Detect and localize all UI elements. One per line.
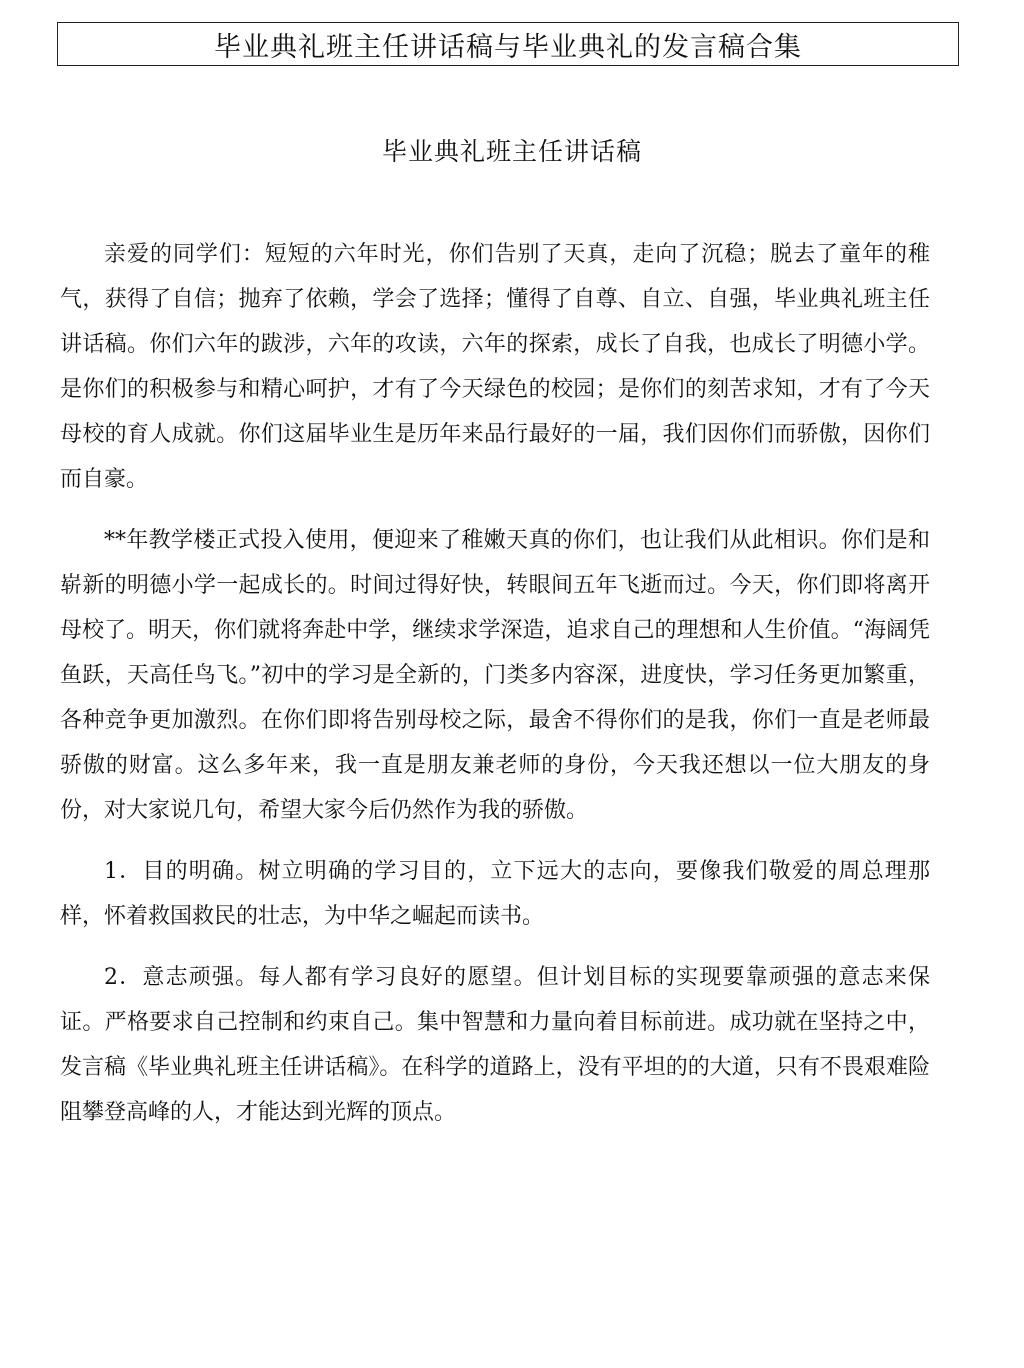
paragraph-point-1: 1．目的明确。树立明确的学习目的，立下远大的志向，要像我们敬爱的周总理那样，怀着救国救民的壮志，为中华之崛起而读书。 — [60, 859, 930, 929]
body-text — [60, 232, 930, 1151]
paragraph-history: **年教学楼正式投入使用，便迎来了稚嫩天真的你们，也让我们从此相识。你们是和崭新的明德小学一起成长的。时间过得好快，转眼间五年飞逝而过。今天，你们即将离开母校了。明天，你们就将奔赴中学，继续求学深造，追求自己的理想和人生价值。“海阔凭鱼跃，天高任鸟飞。”初中的学习是全新的，门类多内容深，进度快，学习任务更加繁重，各种竞争更加激烈。在你们即将告别母校之际，最舍不得你们的是我，你们一直是老师最骄傲的财富。这么多年来，我一直是朋友兼老师的身份，今天我还想以一位大朋友的身份，对大家说几句，希望大家今后仍然作为我的骄傲。 — [60, 528, 930, 823]
section-heading: 毕业典礼班主任讲话稿 — [381, 137, 642, 166]
document-title: 毕业典礼班主任讲话稿与毕业典礼的发言稿合集 — [57, 22, 959, 66]
paragraph-intro: 亲爱的同学们：短短的六年时光，你们告别了天真，走向了沉稳；脱去了童年的稚气，获得了自信；抛弃了依赖，学会了选择；懂得了自尊、自立、自强，毕业典礼班主任讲话稿。你们六年的跋涉，六年的攻读，六年的探索，成长了自我，也成长了明德小学。是你们的积极参与和精心呵护，才有了今天绿色的校园；是你们的刻苦求知，才有了今天母校的育人成就。你们这届毕业生是历年来品行最好的一届，我们因你们而骄傲，因你们而自豪。 — [60, 242, 930, 492]
paragraph-point-2: 2．意志顽强。每人都有学习良好的愿望。但计划目标的实现要靠顽强的意志来保证。严格要求自己控制和约束自己。集中智慧和力量向着目标前进。成功就在坚持之中，发言稿《毕业典礼班主任讲话稿》。在科学的道路上，没有平坦的的大道，只有不畏艰难险阻攀登高峰的人，才能达到光辉的顶点。 — [60, 965, 930, 1125]
